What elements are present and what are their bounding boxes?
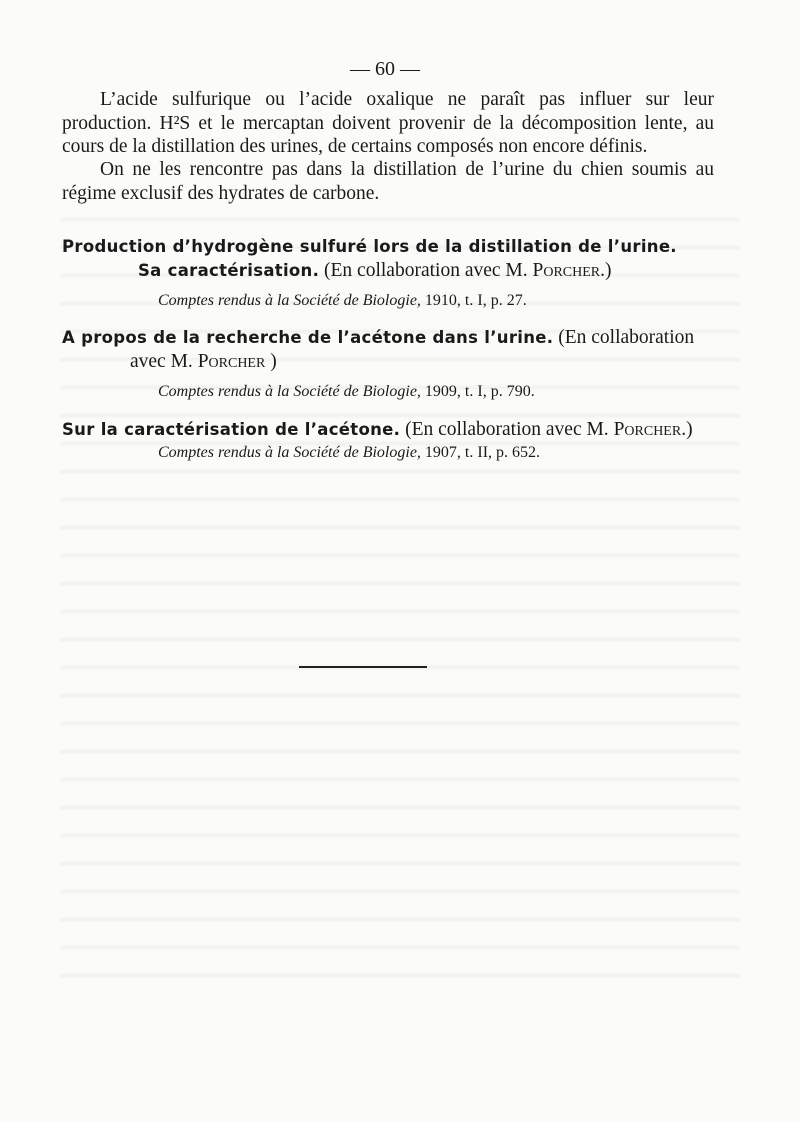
collaboration-suffix: .) <box>600 260 612 281</box>
collaboration-prefix: (En collaboration avec M. <box>324 260 528 281</box>
entry-reference <box>62 443 714 463</box>
entry-title-bold: Production d’hydrogène sulfuré lors de la distillation de l’urine. <box>62 237 677 256</box>
collaborator-name: Porcher <box>197 351 266 372</box>
collaboration-prefix: (En collaboration avec M. <box>405 419 609 440</box>
collaborator-name: Porcher <box>613 419 682 440</box>
entry-reference <box>62 291 714 311</box>
reference-details: 1909, t. I, p. 790. <box>424 383 535 400</box>
entry-title-bold: Sur la caractérisation de l’acétone. <box>62 420 401 439</box>
publication-entry <box>62 235 714 311</box>
entry-title <box>62 326 714 374</box>
entry-title-bold: A propos de la recherche de l’acétone dans l’urine. <box>62 328 554 347</box>
publication-entry <box>62 326 714 402</box>
paragraph-1: L’acide sulfurique ou l’acide oxalique ne paraît pas influer sur leur production. H²S et le mercaptan doivent provenir de la décomposition lente, au cours de la distillation des urines, de certains composés non encore définis. <box>62 89 714 157</box>
entry-title-second-line <box>62 260 612 281</box>
reference-details: 1910, t. I, p. 27. <box>424 292 527 309</box>
entry-title-second-line <box>62 351 277 372</box>
show-through-texture <box>60 200 740 1001</box>
collaboration-suffix: .) <box>681 419 693 440</box>
reference-journal: Comptes rendus à la Société de Biologie, <box>158 383 421 400</box>
publication-entry <box>62 418 714 463</box>
collaboration-suffix: ) <box>270 351 277 372</box>
section-divider-rule <box>299 666 427 668</box>
entry-title <box>62 418 714 442</box>
collaboration-prefix-2: avec M. <box>130 351 193 372</box>
entry-reference <box>62 382 714 402</box>
entry-title-bold-2: Sa caractérisation. <box>138 261 320 280</box>
collaboration-prefix: (En collaboration <box>558 327 695 348</box>
reference-journal: Comptes rendus à la Société de Biologie, <box>158 444 421 461</box>
reference-details: 1907, t. II, p. 652. <box>424 444 541 461</box>
entry-title <box>62 235 714 283</box>
collaborator-name: Porcher <box>532 260 601 281</box>
page-number: — 60 — <box>350 58 420 80</box>
paragraph-2: On ne les rencontre pas dans la distillation de l’urine du chien soumis au régime exclusif des hydrates de carbone. <box>62 159 714 204</box>
reference-journal: Comptes rendus à la Société de Biologie, <box>158 292 421 309</box>
